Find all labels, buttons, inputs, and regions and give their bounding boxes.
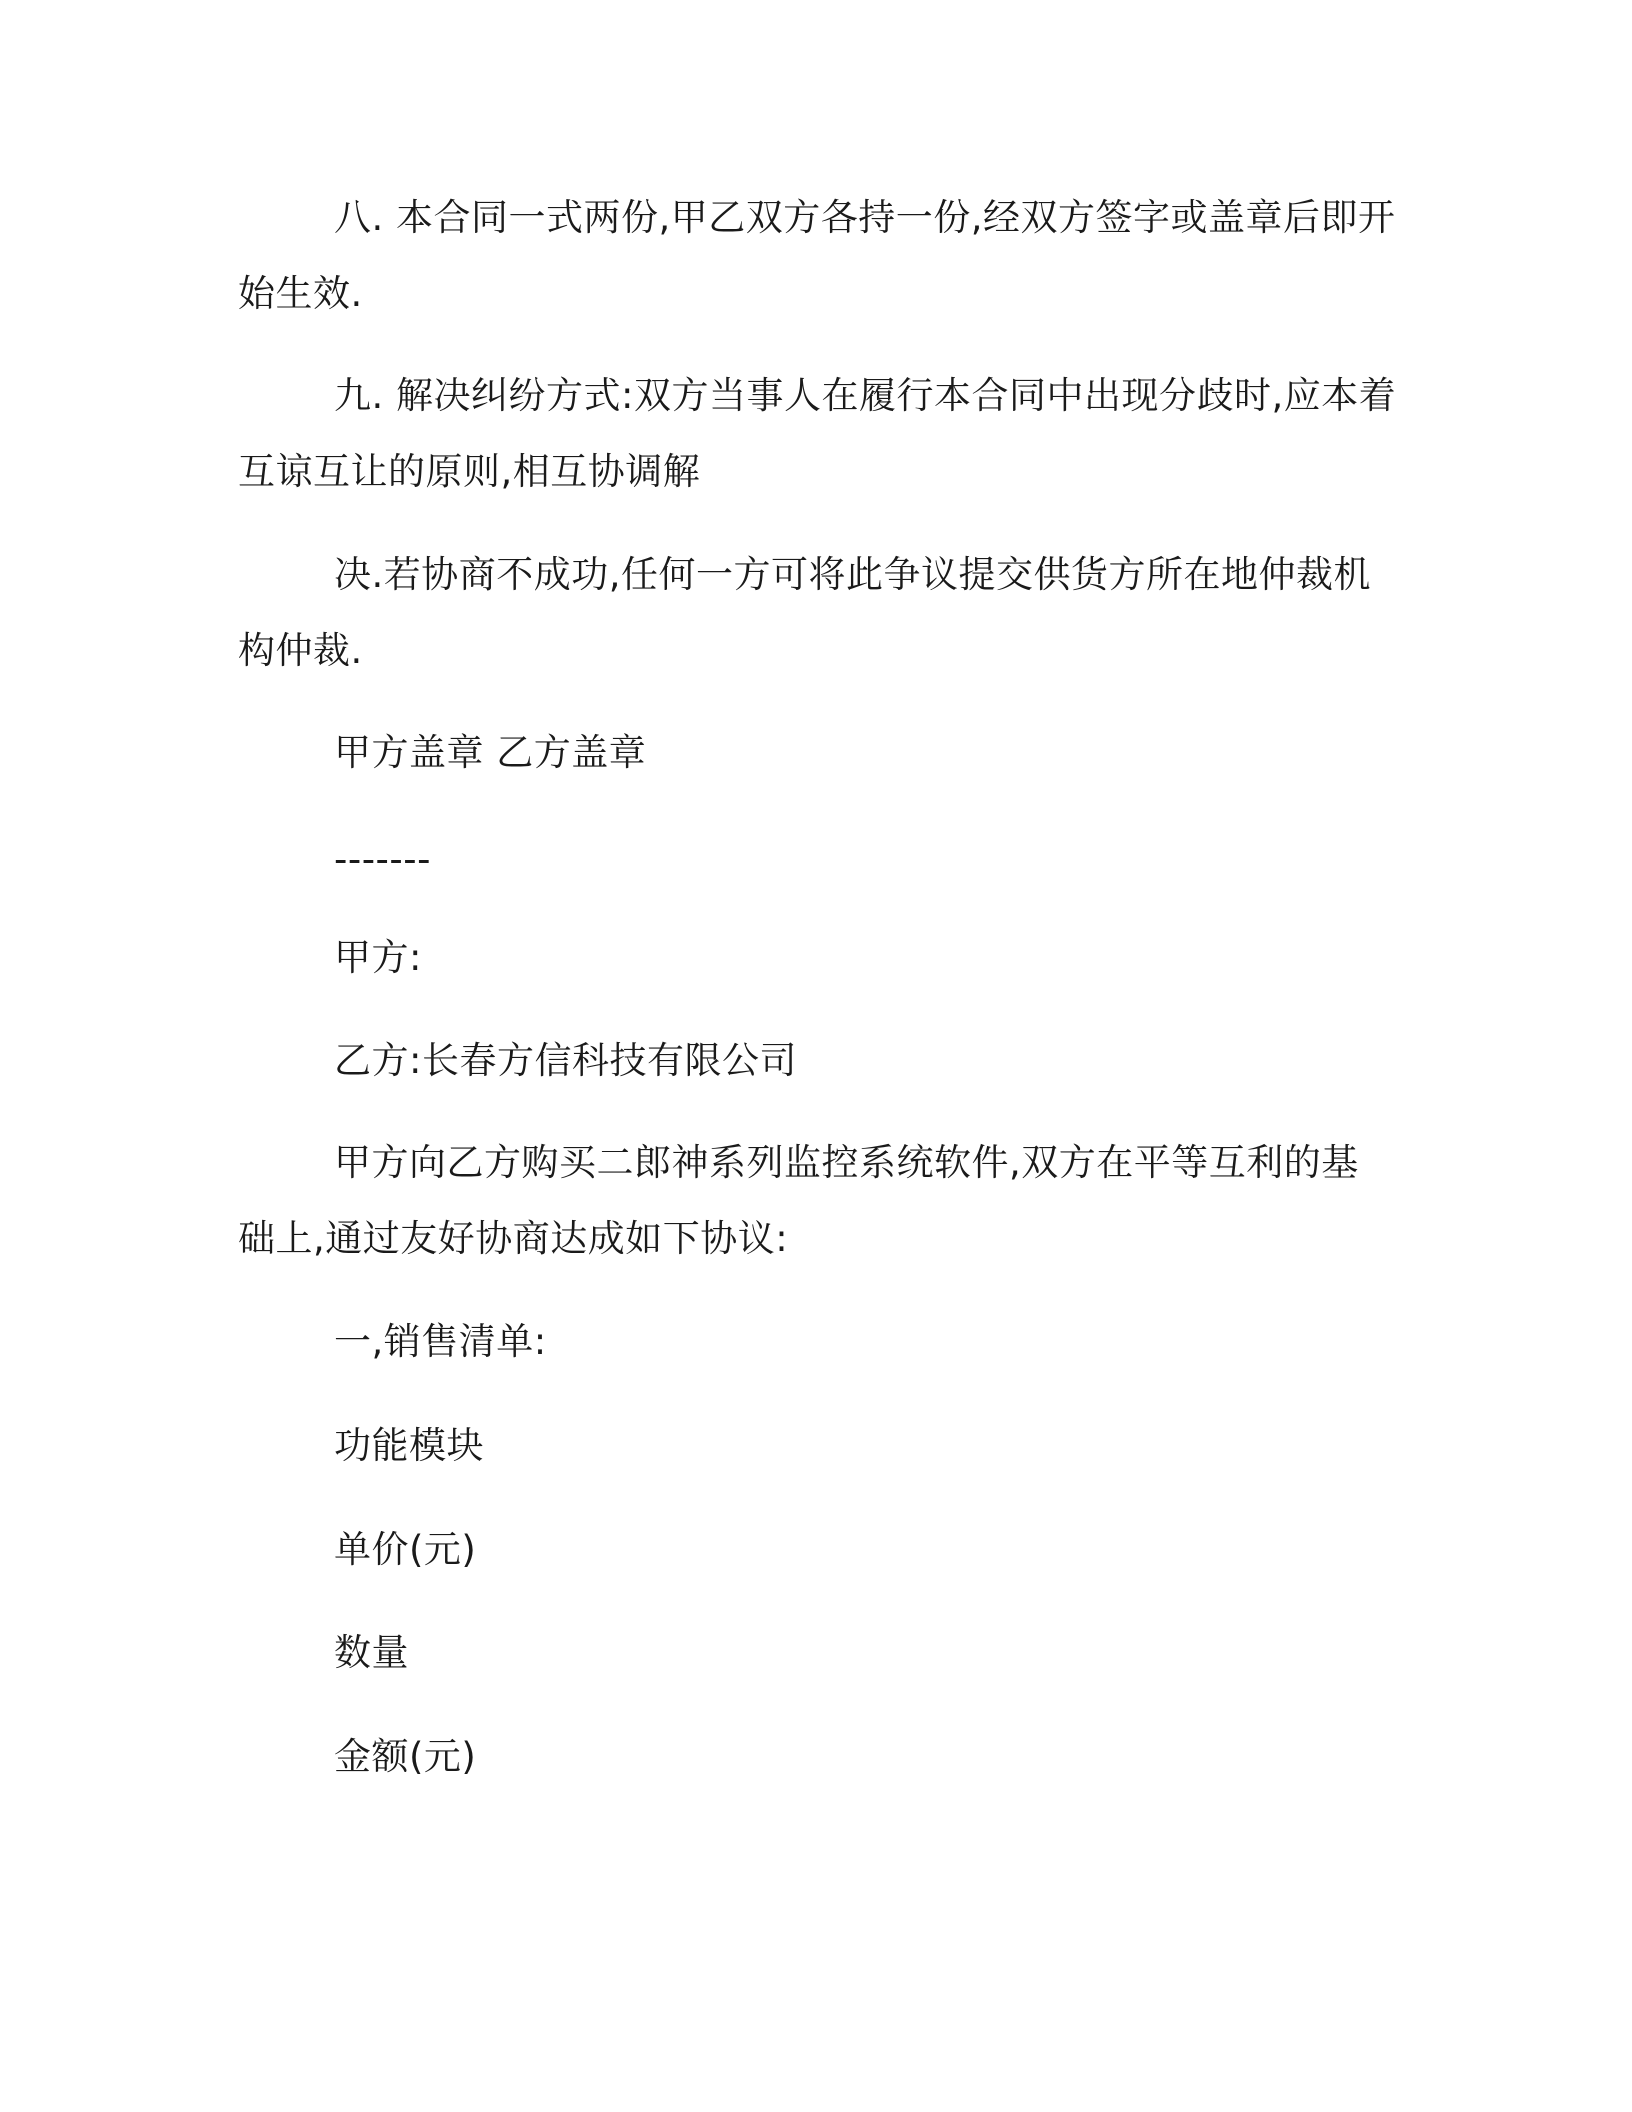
divider-line: ------- [334, 838, 431, 881]
party-b-label: 乙方:长春方信科技有限公司 [334, 1039, 797, 1082]
clause-9-line-2: 互谅互让的原则,相互协调解 [238, 450, 701, 493]
clause-8-line-2: 始生效. [238, 272, 363, 315]
column-header-unit-price: 单价(元) [334, 1528, 477, 1571]
clause-8-line-1: 八. 本合同一式两份,甲乙双方各持一份,经双方签字或盖章后即开 [334, 196, 1396, 239]
clause-9-cont-line-1: 决.若协商不成功,任何一方可将此争议提交供货方所在地仲裁机 [334, 553, 1372, 596]
seal-line: 甲方盖章 乙方盖章 [334, 731, 647, 774]
column-header-module: 功能模块 [334, 1424, 484, 1467]
party-a-label: 甲方: [334, 936, 422, 979]
preamble-line-1: 甲方向乙方购买二郎神系列监控系统软件,双方在平等互利的基 [334, 1141, 1359, 1184]
clause-9-cont-line-2: 构仲裁. [238, 629, 363, 672]
clause-9-line-1: 九. 解决纠纷方式:双方当事人在履行本合同中出现分歧时,应本着 [334, 374, 1397, 417]
column-header-quantity: 数量 [334, 1631, 409, 1674]
section-1-heading: 一,销售清单: [334, 1320, 547, 1363]
preamble-line-2: 础上,通过友好协商达成如下协议: [238, 1217, 789, 1260]
column-header-amount: 金额(元) [334, 1735, 477, 1778]
